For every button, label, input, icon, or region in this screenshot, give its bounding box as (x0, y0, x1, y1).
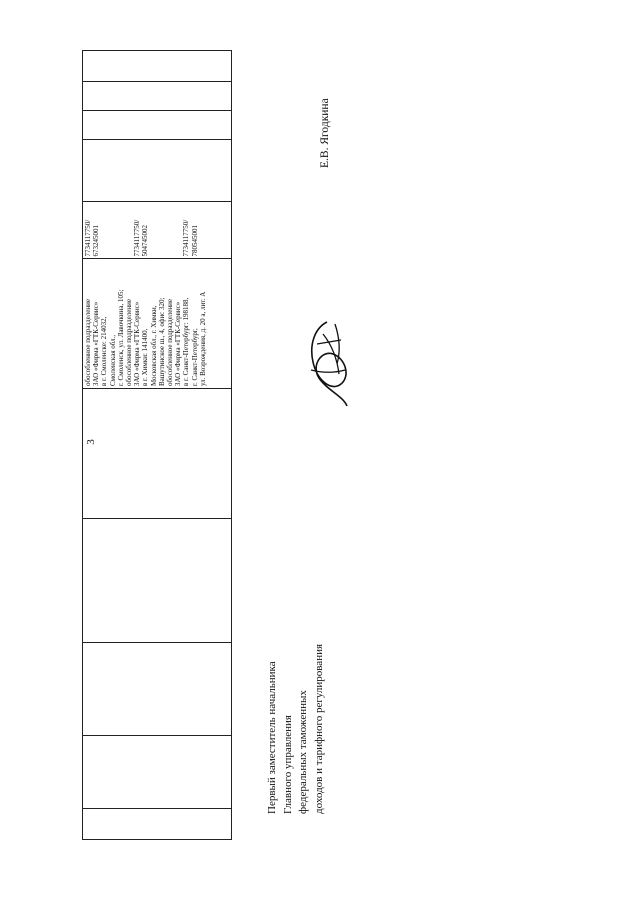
table-cell (83, 643, 232, 736)
table-cell (83, 736, 232, 809)
table-cell (83, 51, 232, 82)
page-number: 3 (84, 439, 97, 445)
signatory-title-line: федеральных таможенных (297, 690, 309, 814)
table-cell (83, 82, 232, 111)
signatory-title (265, 644, 327, 814)
signatory-title-line: Главного управления (281, 715, 294, 814)
data-table (82, 50, 232, 840)
table-cell (83, 140, 232, 202)
handwritten-signature (297, 314, 357, 414)
table-cell (83, 518, 232, 642)
signatory-title-line: Первый заместитель начальника (266, 661, 278, 814)
address-cell: обособленное подразделение ЗАО «Фирма «ГТК-Сервис» в г. Смоленске: 214032, Смоленская обл., г. Смоленск, ул. Лавочкина, 105; обособленное подразделение ЗАО «Фирма «ГТК-Сервис» в г. Химки: 141400, Московская обл., г. Химки, Вашутинское ш., 4, офис 320; обособленное подразделение ЗАО «Фирма «ГТК-Сервис» в г. Санкт-Петербург: 198188, г. Санкт-Петербург, ул. Возрождения, д. 20 а, лит. А (83, 259, 232, 389)
table-cell (83, 389, 232, 519)
inn-kpp-cell: 7734117750/ 673245001 7734117750/ 504745002 7734117750/ 780545001 (83, 202, 232, 259)
signatory-name: Е.В. Ягодкина (319, 98, 331, 168)
signatory-title-line: доходов и тарифного регулирования (312, 643, 325, 814)
table-cell (83, 111, 232, 140)
table-cell (83, 808, 232, 839)
table-row (83, 51, 232, 840)
